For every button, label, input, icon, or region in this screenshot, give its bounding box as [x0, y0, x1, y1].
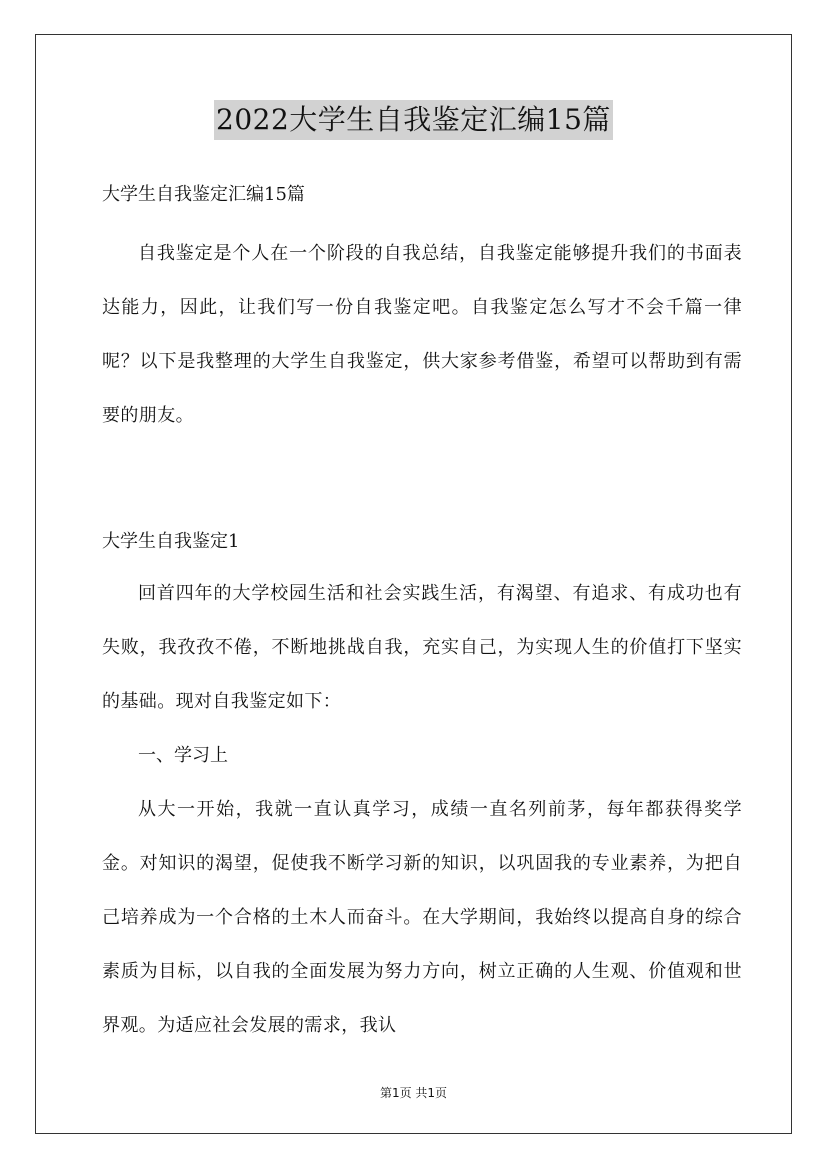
- document-body: [102, 173, 742, 1053]
- intro-paragraph: 自我鉴定是个人在一个阶段的自我总结，自我鉴定能够提升我们的书面表达能力，因此，让我们写一份自我鉴定吧。自我鉴定怎么写才不会千篇一律呢？以下是我整理的大学生自我鉴定，供大家参考借鉴，希望可以帮助到有需要的朋友。: [102, 243, 742, 426]
- section-heading: 大学生自我鉴定1: [102, 531, 240, 552]
- section-paragraph: 从大一开始，我就一直认真学习，成绩一直名列前茅，每年都获得奖学金。对知识的渴望，促使我不断学习新的知识，以巩固我的专业素养，为把自己培养成为一个合格的土木人而奋斗。在大学期间，我始终以提高自身的综合素质为目标，以自我的全面发展为努力方向，树立正确的人生观、价值观和世界观。为适应社会发展的需求，我认: [102, 799, 742, 1036]
- title-container: [0, 100, 827, 140]
- document-subtitle: 大学生自我鉴定汇编15篇: [102, 184, 305, 205]
- section-paragraph: 回首四年的大学校园生活和社会实践生活，有渴望、有追求、有成功也有失败，我孜孜不倦，不断地挑战自我，充实自己，为实现人生的价值打下坚实的基础。现对自我鉴定如下：: [102, 583, 742, 712]
- sub-heading: 一、学习上: [138, 745, 228, 766]
- document-title: 2022大学生自我鉴定汇编15篇: [214, 100, 613, 140]
- page-number-footer: 第1页 共1页: [379, 1086, 448, 1100]
